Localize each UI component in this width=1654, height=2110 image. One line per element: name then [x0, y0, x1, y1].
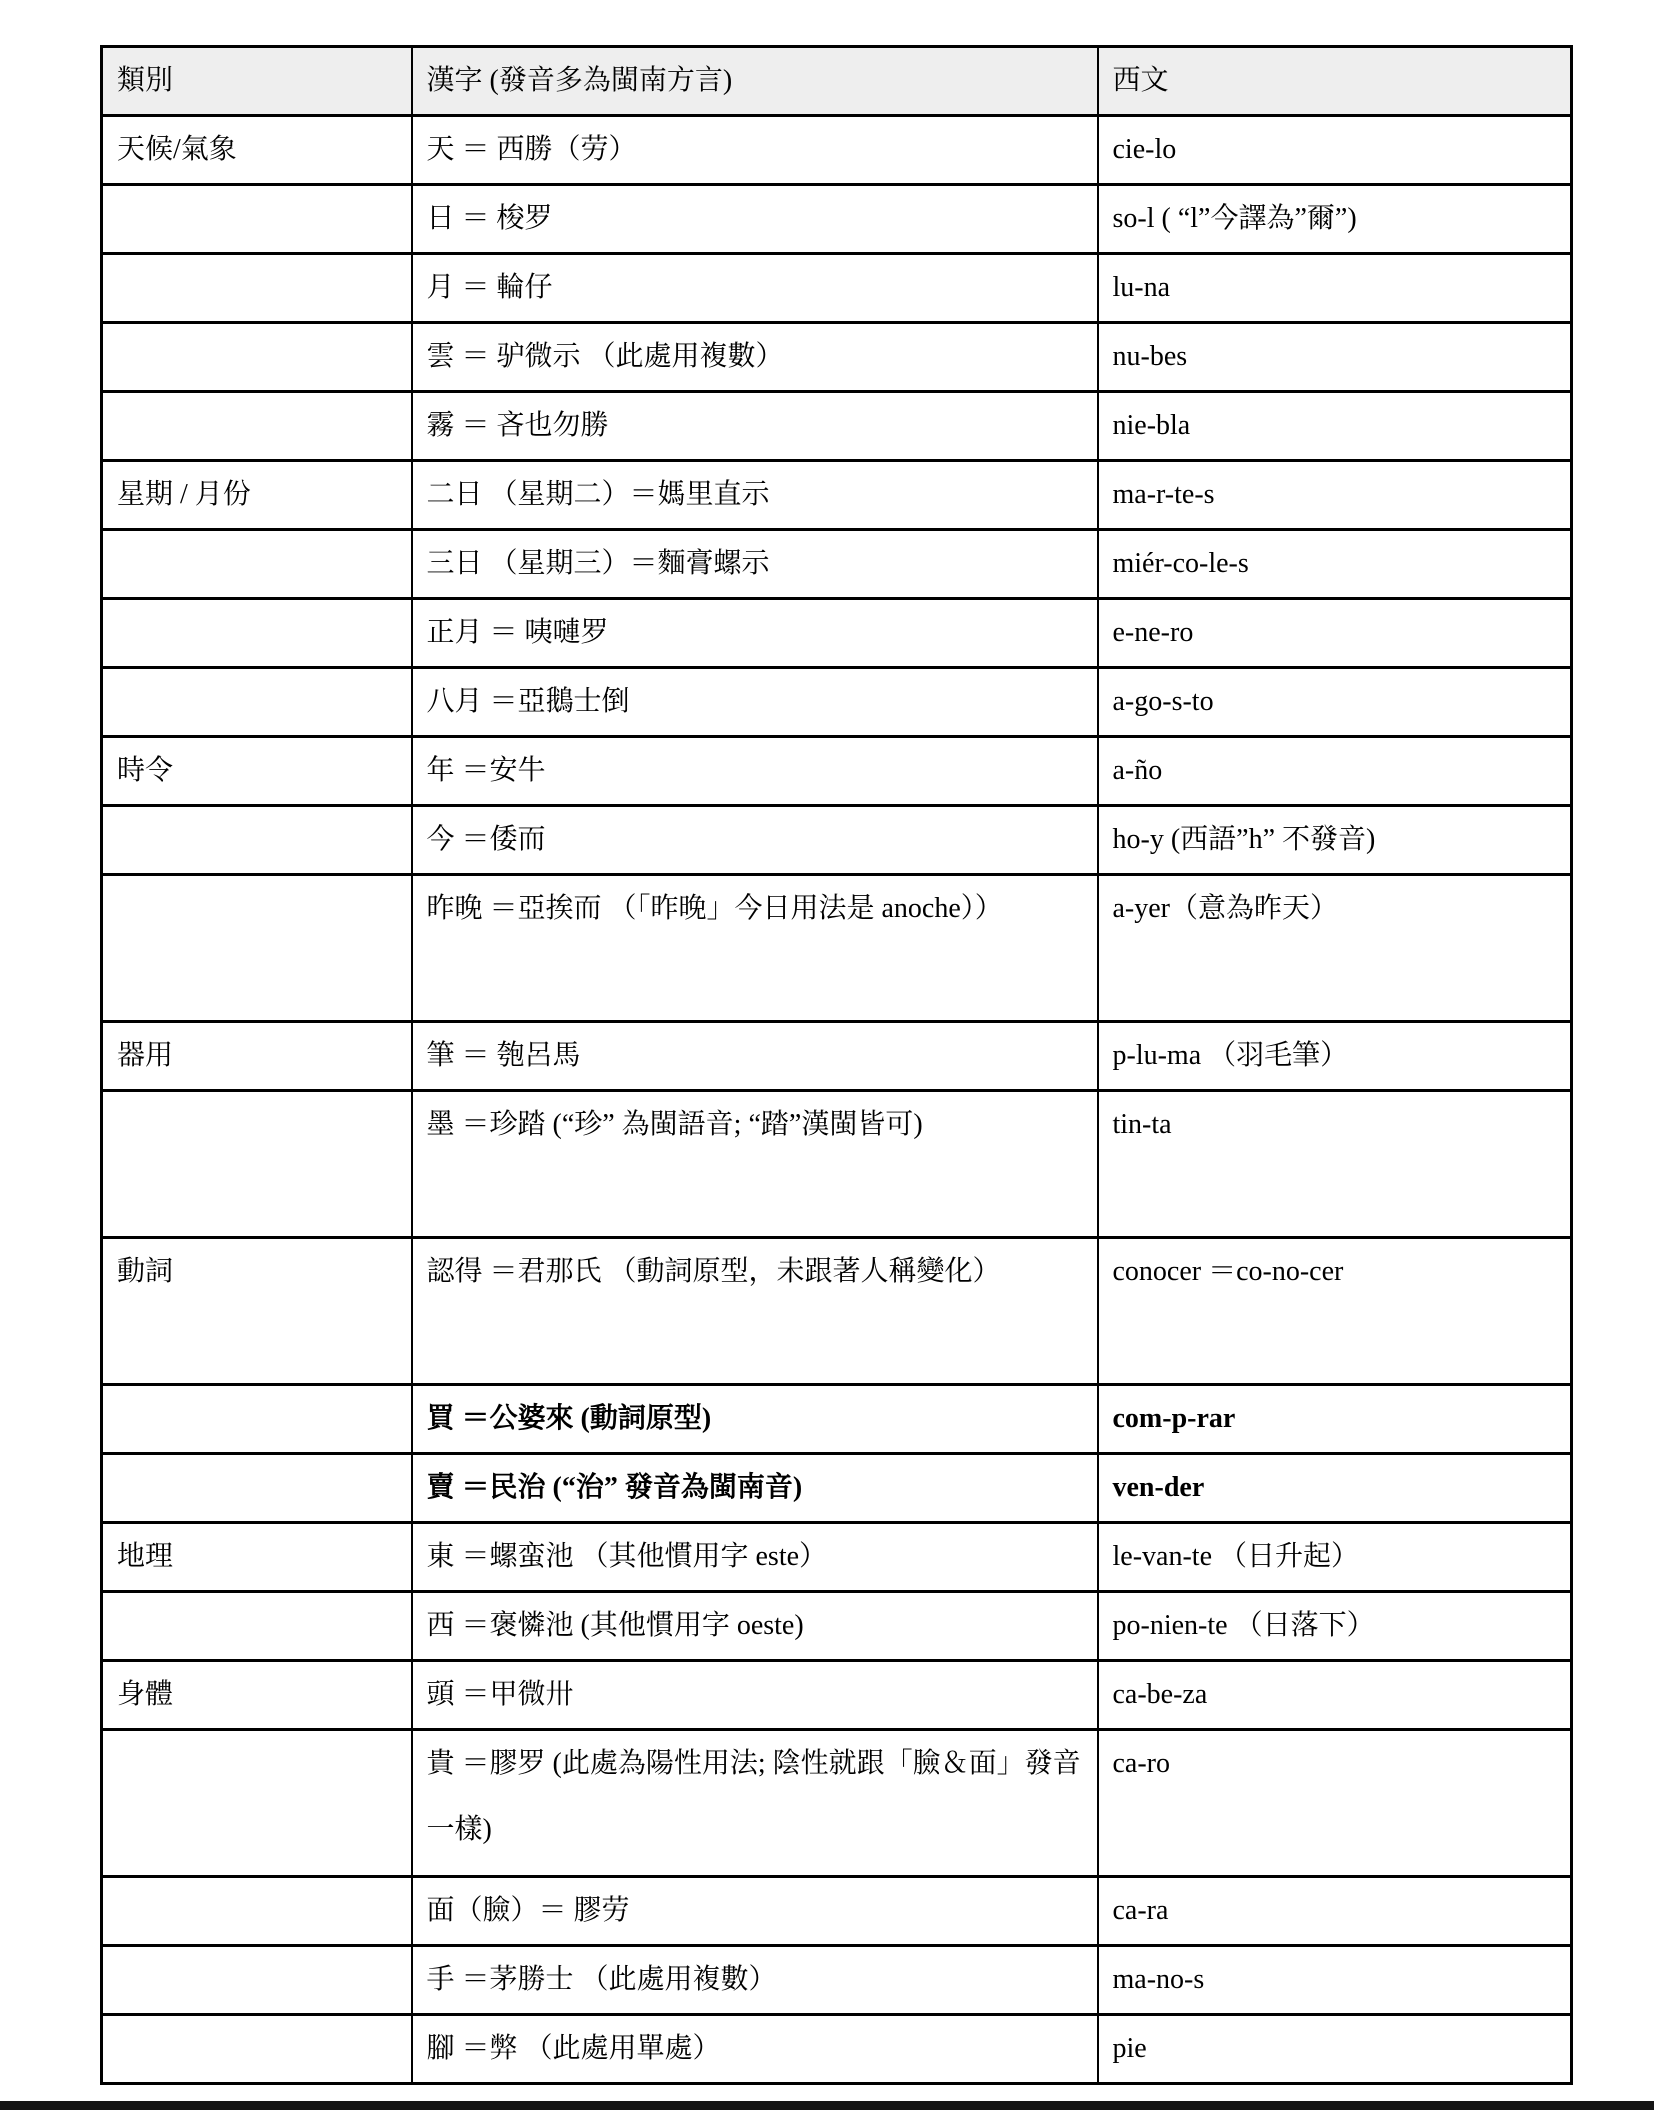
western-cell: ca-ro [1098, 1730, 1572, 1877]
category-cell: 器用 [102, 1022, 412, 1091]
category-cell [102, 1592, 412, 1661]
hanzi-cell: 日 ＝ 梭罗 [412, 185, 1098, 254]
table-body [102, 116, 1572, 2084]
western-cell: p-lu-ma （羽毛筆） [1098, 1022, 1572, 1091]
category-cell [102, 806, 412, 875]
category-cell: 天候/氣象 [102, 116, 412, 185]
table-row [102, 1661, 1572, 1730]
hanzi-cell: 月 ＝ 輪仔 [412, 254, 1098, 323]
category-cell [102, 1091, 412, 1238]
western-cell: ca-ra [1098, 1877, 1572, 1946]
hanzi-cell: 二日 （星期二）＝媽里直示 [412, 461, 1098, 530]
table-row [102, 1946, 1572, 2015]
western-cell: ma-no-s [1098, 1946, 1572, 2015]
category-cell [102, 1385, 412, 1454]
hanzi-cell: 買 ＝公婆來 (動詞原型) [412, 1385, 1098, 1454]
category-cell [102, 185, 412, 254]
table-row [102, 875, 1572, 1022]
western-cell: a-yer（意為昨天） [1098, 875, 1572, 1022]
table-row [102, 323, 1572, 392]
table-row [102, 737, 1572, 806]
hanzi-cell: 面（臉）＝ 膠劳 [412, 1877, 1098, 1946]
category-cell [102, 668, 412, 737]
hanzi-cell: 天 ＝ 西勝（劳） [412, 116, 1098, 185]
hanzi-cell: 正月 ＝ 咦嗹罗 [412, 599, 1098, 668]
table-row [102, 254, 1572, 323]
table-row [102, 1022, 1572, 1091]
western-cell: nie-bla [1098, 392, 1572, 461]
category-cell: 地理 [102, 1523, 412, 1592]
hanzi-cell: 墨 ＝珍踏 (“珍” 為閩語音; “踏”漢閩皆可) [412, 1091, 1098, 1238]
western-cell: so-l ( “l”今譯為”爾”) [1098, 185, 1572, 254]
table-row [102, 1454, 1572, 1523]
western-cell: cie-lo [1098, 116, 1572, 185]
category-cell [102, 1730, 412, 1877]
header-western: 西文 [1098, 47, 1572, 116]
table-row [102, 1877, 1572, 1946]
category-cell [102, 323, 412, 392]
category-cell [102, 254, 412, 323]
table-header-row [102, 47, 1572, 116]
hanzi-cell: 年 ＝安牛 [412, 737, 1098, 806]
table-row [102, 392, 1572, 461]
western-cell: ma-r-te-s [1098, 461, 1572, 530]
western-cell: pie [1098, 2015, 1572, 2084]
western-cell: lu-na [1098, 254, 1572, 323]
western-cell: le-van-te （日升起） [1098, 1523, 1572, 1592]
table-row [102, 1238, 1572, 1385]
category-cell [102, 1454, 412, 1523]
western-cell: po-nien-te （日落下） [1098, 1592, 1572, 1661]
table-row [102, 1592, 1572, 1661]
western-cell: e-ne-ro [1098, 599, 1572, 668]
hanzi-cell: 筆 ＝ 匏呂馬 [412, 1022, 1098, 1091]
western-cell: conocer ＝co-no-cer [1098, 1238, 1572, 1385]
hanzi-cell: 賣 ＝民治 (“治” 發音為閩南音) [412, 1454, 1098, 1523]
hanzi-cell: 昨晚 ＝亞挨而 （「昨晚」今日用法是 anoche）） [412, 875, 1098, 1022]
table-row [102, 668, 1572, 737]
table-row [102, 116, 1572, 185]
hanzi-cell: 霧 ＝ 吝也勿勝 [412, 392, 1098, 461]
table-row [102, 2015, 1572, 2084]
western-cell: ca-be-za [1098, 1661, 1572, 1730]
category-cell [102, 1877, 412, 1946]
header-category: 類別 [102, 47, 412, 116]
category-cell: 身體 [102, 1661, 412, 1730]
hanzi-cell: 東 ＝螺蛮池 （其他慣用字 este） [412, 1523, 1098, 1592]
category-cell [102, 599, 412, 668]
table-row [102, 599, 1572, 668]
category-cell: 星期 / 月份 [102, 461, 412, 530]
hanzi-cell: 八月 ＝亞鵝士倒 [412, 668, 1098, 737]
category-cell [102, 1946, 412, 2015]
western-cell: ho-y (西語”h” 不發音) [1098, 806, 1572, 875]
western-cell: tin-ta [1098, 1091, 1572, 1238]
bottom-edge-bar [0, 2101, 1654, 2110]
western-cell: nu-bes [1098, 323, 1572, 392]
hanzi-cell: 手 ＝茅勝士 （此處用複數） [412, 1946, 1098, 2015]
category-cell [102, 875, 412, 1022]
table-row [102, 806, 1572, 875]
table-row [102, 1091, 1572, 1238]
hanzi-cell: 認得 ＝君那氏 （動詞原型，未跟著人稱變化） [412, 1238, 1098, 1385]
table-row [102, 185, 1572, 254]
category-cell: 時令 [102, 737, 412, 806]
category-cell [102, 2015, 412, 2084]
western-cell: ven-der [1098, 1454, 1572, 1523]
hanzi-cell: 今 ＝倭而 [412, 806, 1098, 875]
table-row [102, 1385, 1572, 1454]
hanzi-cell: 西 ＝褒憐池 (其他慣用字 oeste) [412, 1592, 1098, 1661]
western-cell: miér-co-le-s [1098, 530, 1572, 599]
hanzi-cell: 腳 ＝弊 （此處用單處） [412, 2015, 1098, 2084]
western-cell: a-ño [1098, 737, 1572, 806]
table-row [102, 530, 1572, 599]
category-cell [102, 530, 412, 599]
category-cell [102, 392, 412, 461]
hanzi-cell: 三日 （星期三）＝麵膏螺示 [412, 530, 1098, 599]
vocabulary-table [100, 45, 1573, 2085]
hanzi-cell: 頭 ＝甲微卅 [412, 1661, 1098, 1730]
hanzi-cell: 雲 ＝ 驴微示 （此處用複數） [412, 323, 1098, 392]
table-row [102, 1523, 1572, 1592]
category-cell: 動詞 [102, 1238, 412, 1385]
hanzi-cell: 貴 ＝膠罗 (此處為陽性用法; 陰性就跟「臉＆面」發音一樣) [412, 1730, 1098, 1877]
western-cell: a-go-s-to [1098, 668, 1572, 737]
western-cell: com-p-rar [1098, 1385, 1572, 1454]
table-row [102, 1730, 1572, 1877]
table-row [102, 461, 1572, 530]
header-hanzi: 漢字 (發音多為閩南方言) [412, 47, 1098, 116]
